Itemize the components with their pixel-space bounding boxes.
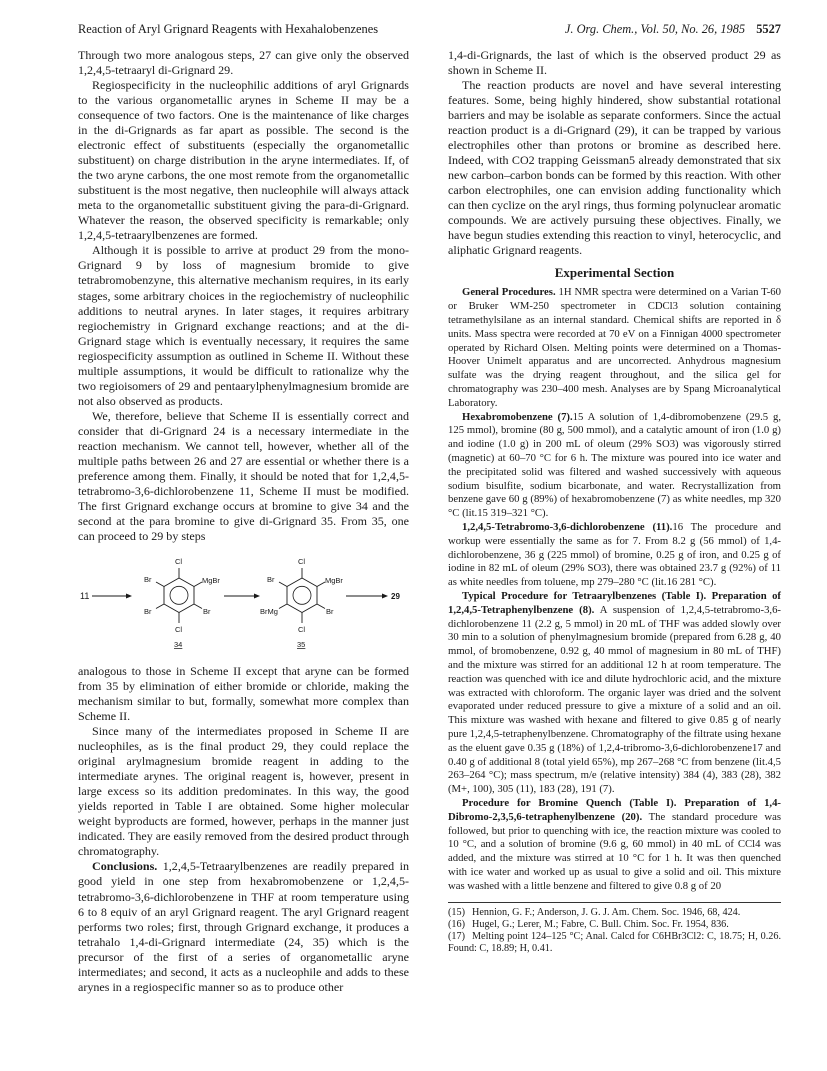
paragraph: analogous to those in Scheme II except that aryne can be formed from 35 by elimination of either bromide or chloride, making the mechanism similar to but, formally, somewhat more complex than Scheme II. xyxy=(78,664,409,724)
paragraph-text: A suspension of 1,2,4,5-tetrabromo-3,6-dichlorobenzene 11 (2.2 g, 5 mmol) in 20 mL of THF was added slowly over 30 min to a solution of phenylmagnesium bromide (prepared from 6.28 g, 40 mmol, of bromobenzene, 0.92 g, 40 mmol of magnesium in 80 mL of THF) and the mixture was stirred for an additional 12 h at room temperature. The reaction was quenched with ice and dilute hydrochloric acid, and the mixture was extracted with chloroform. The organic layer was dried and the solvent evaporated under reduced pressure to give a mixture of a solid and an oil. This mixture was washed with hexane and filtered to give 0.85 g of nearly pure 1,2,4,5-tetraphenylbenzene. Chromatography of the filtrate using hexane as the eluent gave 0.35 g (18%) of 1,2,4-tribromo-3,6-dichlorobenzene17 and 0.40 g of additional 8 (total yield 65%), mp 267–268 °C from benzene (lit.4,5 263–264 °C); mass spectrum, m/e (relative intensity) 384 (4), 383 (28), 382 (M+, 100), 305 (11), 183 (28), 191 (7). xyxy=(448,603,781,796)
experimental-section xyxy=(448,286,781,893)
paragraph: Regiospecificity in the nucleophilic additions of aryl Grignards to the various organometallic arynes in Scheme II may be a consequence of two factors. One is the maintenance of like charges in the di-Grignards as far apart as possible. The second is the electronic effect of substituents (especially the organometallic substituent) on charge distribution in the aryne intermediates. If, of the two aryne carbons, the one most remote from the organometallic substituent is the most negative, then nucleophile will always attack meta to the organometallic substituent giving the para-di-Grignard. Whatever the reason, the observed specificity is remarkable; only 1,2,4,5-tetraarylbenzenes are formed. xyxy=(78,78,409,243)
reaction-scheme xyxy=(78,546,409,662)
paragraph: The reaction products are novel and have several interesting features. Some, being highly hindered, show substantial rotational barriers and may be isolable as separate conformers. Since the actual reaction product is a di-Grignard (29), it can be trapped by various electrophiles other than protons or bromine as described here. Indeed, with CO2 trapping Geissman5 already demonstrated that six new carbon–carbon bonds can be formed by this reaction. With other carbon electrophiles, one can envision adding functionality which can then cyclize on the aryl rings, thus forming polynuclear aromatic compounds. We are actively pursuing these objectives. Finally, we have begun studies extending this reaction to vinyl, heterocyclic, and aliphatic Grignard reagents. xyxy=(448,78,781,258)
atom-label: Cl xyxy=(298,557,306,567)
paragraph-heading: General Procedures. xyxy=(462,286,556,299)
benzene-ring xyxy=(164,578,194,613)
paragraph xyxy=(448,286,781,410)
aromatic-circle xyxy=(170,586,188,604)
scheme-diagram xyxy=(78,546,409,662)
paragraph xyxy=(448,590,781,797)
atom-label: Br xyxy=(144,575,152,585)
footnote-number: (15) xyxy=(448,906,465,918)
atom-label: MgBr xyxy=(325,576,343,586)
atom-label: Cl xyxy=(175,557,183,567)
paragraph: Although it is possible to arrive at product 29 from the mono-Grignard 9 by loss of magnesium bromide to give tetrabromobenzyne, this alternative mechanism requires, in its early stages, some arbitrary choices in the regiochemistry of nucleophilic additions to neutral arynes. In later stages, it requires arbitrary regiochemistry in Grignard exchange reactions; and at the di-Grignard stage which is eventually necessary, it requires the same regiospecificity assumption as outlined in Scheme II. Without these multiple assumptions, it would be difficult to rationalize why the two regioisomers of 29 and pentaarylphenylmagnesium bromide are not also observed as products. xyxy=(78,243,409,408)
section-heading: Experimental Section xyxy=(554,265,675,281)
footnote-text: Hugel, G.; Lerer, M.; Fabre, C. Bull. Chim. Soc. Fr. 1954, 836. xyxy=(472,918,729,930)
paragraph-heading: Typical Procedure for Tetraarylbenzenes (Table I). Preparation of 1,2,4,5-Tetraphenylbenzene (8). xyxy=(448,590,781,616)
atom-label: MgBr xyxy=(202,576,220,586)
paragraph-text: 15 A solution of 1,4-dibromobenzene (29.5 g, 125 mmol), bromine (80 g, 500 mmol), and a catalytic amount of iron (1.0 g) and iodine (1.0 g) in 200 mL of oleum (29% SO3) was vigorously stirred (magnetic) at 60–70 °C for 6 h. The mixture was poured into ice water and the precipitated solid was filtered and washed successively with aqueous sodium bisulfite, sodium bicarbonate, and water. Recrystallization from benzene gave 60 g (89%) of hexabromobenzene (7) as white needles, mp 320 °C (lit.15 319–321 °C). xyxy=(448,410,781,520)
journal-name: J. Org. Chem., Vol. 50, No. 26, 1985 xyxy=(564,22,746,36)
footnote xyxy=(448,919,781,931)
atom-label: Br xyxy=(203,607,211,617)
paragraph-heading: Procedure for Bromine Quench (Table I). Preparation of 1,4-Dibromo-2,3,5,6-tetraphenylbenzene (20). xyxy=(448,796,781,823)
running-header xyxy=(78,22,781,38)
paragraph-text: The standard procedure was followed, but prior to quenching with ice, the reaction mixture was cooled to 10 °C, and a solution of bromine (9.6 g, 60 mmol) in 40 mL of CCl4 was added, and the mixture was stirred at 10 °C for 1 h. It was then quenched with ice water and worked up as usual to give a solid and oil. This mixture was washed with a little benzene and filtered to give 0.8 g of 20 xyxy=(448,810,781,892)
paragraph xyxy=(448,411,781,521)
paragraph: 1,4-di-Grignards, the last of which is the observed product 29 as shown in Scheme II. xyxy=(448,48,781,78)
arrowhead xyxy=(126,594,132,599)
structure-34 xyxy=(144,557,220,649)
compound-number: 35 xyxy=(297,640,306,650)
aromatic-circle xyxy=(293,586,311,604)
structure-35 xyxy=(260,557,343,649)
footnote-text: Hennion, G. F.; Anderson, J. G. J. Am. Chem. Soc. 1946, 68, 424. xyxy=(472,906,741,918)
atom-label: BrMg xyxy=(260,607,278,617)
atom-label: Cl xyxy=(298,625,306,635)
paragraph: Through two more analogous steps, 27 can give only the observed 1,2,4,5-tetraaryl di-Grignard 29. xyxy=(78,48,409,78)
paragraph xyxy=(448,521,781,590)
paragraph-heading: Conclusions. xyxy=(92,859,158,874)
atom-label: Br xyxy=(144,607,152,617)
footnote-number: (16) xyxy=(448,918,465,930)
footnotes xyxy=(448,902,781,956)
paragraph-heading: 1,2,4,5-Tetrabromo-3,6-dichlorobenzene (11). xyxy=(462,521,673,534)
atom-label: Br xyxy=(326,607,334,617)
journal-citation xyxy=(565,22,781,37)
footnote xyxy=(448,931,781,955)
start-compound-label: 11 xyxy=(80,591,90,602)
benzene-ring xyxy=(287,578,317,613)
page-number: 5527 xyxy=(756,22,781,36)
arrowhead xyxy=(254,594,260,599)
footnote xyxy=(448,907,781,919)
footnote-number: (17) xyxy=(448,930,465,942)
atom-label: Cl xyxy=(175,625,183,635)
left-column xyxy=(78,48,409,995)
atom-label: Br xyxy=(267,575,275,585)
arrowhead xyxy=(382,594,388,599)
paragraph-text: 1H NMR spectra were determined on a Varian T-60 or Bruker WM-250 spectrometer in CDCl3 solution containing tetramethylsilane as an internal standard. Chemical shifts are reported in δ units. Mass spectra were recorded at 70 eV on a Finnigan 4000 spectrometer operated by Richard Olsen. Melting points were determined on a Thomas-Hoover Unimelt apparatus and are uncorrected. Anhydrous magnesium sulfate was the drying reagent throughout, and the silica gel for chromatography was 230–400 mesh. Analyses are by Spang Microanalytical Laboratory. xyxy=(448,286,781,409)
compound-number: 34 xyxy=(174,640,183,650)
running-title: Reaction of Aryl Grignard Reagents with Hexahalobenzenes xyxy=(78,22,379,36)
end-compound-label: 29 xyxy=(391,592,400,602)
paragraph-text: 1,2,4,5-Tetraarylbenzenes are readily prepared in good yield in one step from hexabromobenzene or 1,2,4,5-tetrabromo-3,6-dichlorobenzene in THF at room temperature using 6 to 8 equiv of an aryl Grignard reagent. The aryl Grignard reagent performs two roles; first, through Grignard exchange, it produces a tetrahalo 1,4-di-Grignard intermediate (24, 35) which is the precursor of the first of a series of organometallic aryne intermediates; and second, it acts as a nucleophile and adds to these arynes in a regiospecific manner so as to produce other xyxy=(78,859,409,994)
paragraph-heading: Hexabromobenzene (7). xyxy=(462,410,573,423)
paragraph xyxy=(448,797,781,894)
right-column xyxy=(448,48,781,955)
paragraph: Since many of the intermediates proposed in Scheme II are nucleophiles, as is the final product 29, they could replace the original arylmagnesium bromide reagent in adding to the intermediate arynes. The original reagent is, however, present in large excess so its addition predominates. In this way, the good yields reported in Table I are obtained. Some higher molecular weight byproducts are formed, however, perhaps in the manner just indicated. They are easily removed from the desired product through chromatography. xyxy=(78,724,409,859)
paragraph: We, therefore, believe that Scheme II is essentially correct and consider that di-Grignard 24 is a necessary intermediate in the reaction mechanism. We cannot tell, however, whether all of the multiple paths between 26 and 27 are essential or whether there is a preference among them. Finally, it should be noted that for 1,2,4,5-tetrabromo-3,6-dichlorobenzene 11, Scheme II must be modified. The first Grignard exchange occurs at bromine to give 34 and the second at the para bromine to give di-Grignard 35. From 35, one can proceed to 29 by steps xyxy=(78,408,409,543)
paragraph-text: 16 The procedure and workup were essentially the same as for 7. From 8.2 g (56 mmol) of 1,4-dichlorobenzene, 36 g (225 mmol) of bromine, 0.25 g of iron, and 0.25 g of iodine in 82 mL of oleum (29% SO3), there was obtained 23.7 g (92%) of 11 as white needles from toluene, mp 279–280 °C (lit.16 281 °C). xyxy=(448,521,781,589)
footnote-text: Melting point 124–125 °C; Anal. Calcd for C6HBr3Cl2: C, 18.75; H, 0.26. Found: C, 18.89; H, 0.41. xyxy=(448,930,781,955)
paragraph xyxy=(78,859,409,994)
